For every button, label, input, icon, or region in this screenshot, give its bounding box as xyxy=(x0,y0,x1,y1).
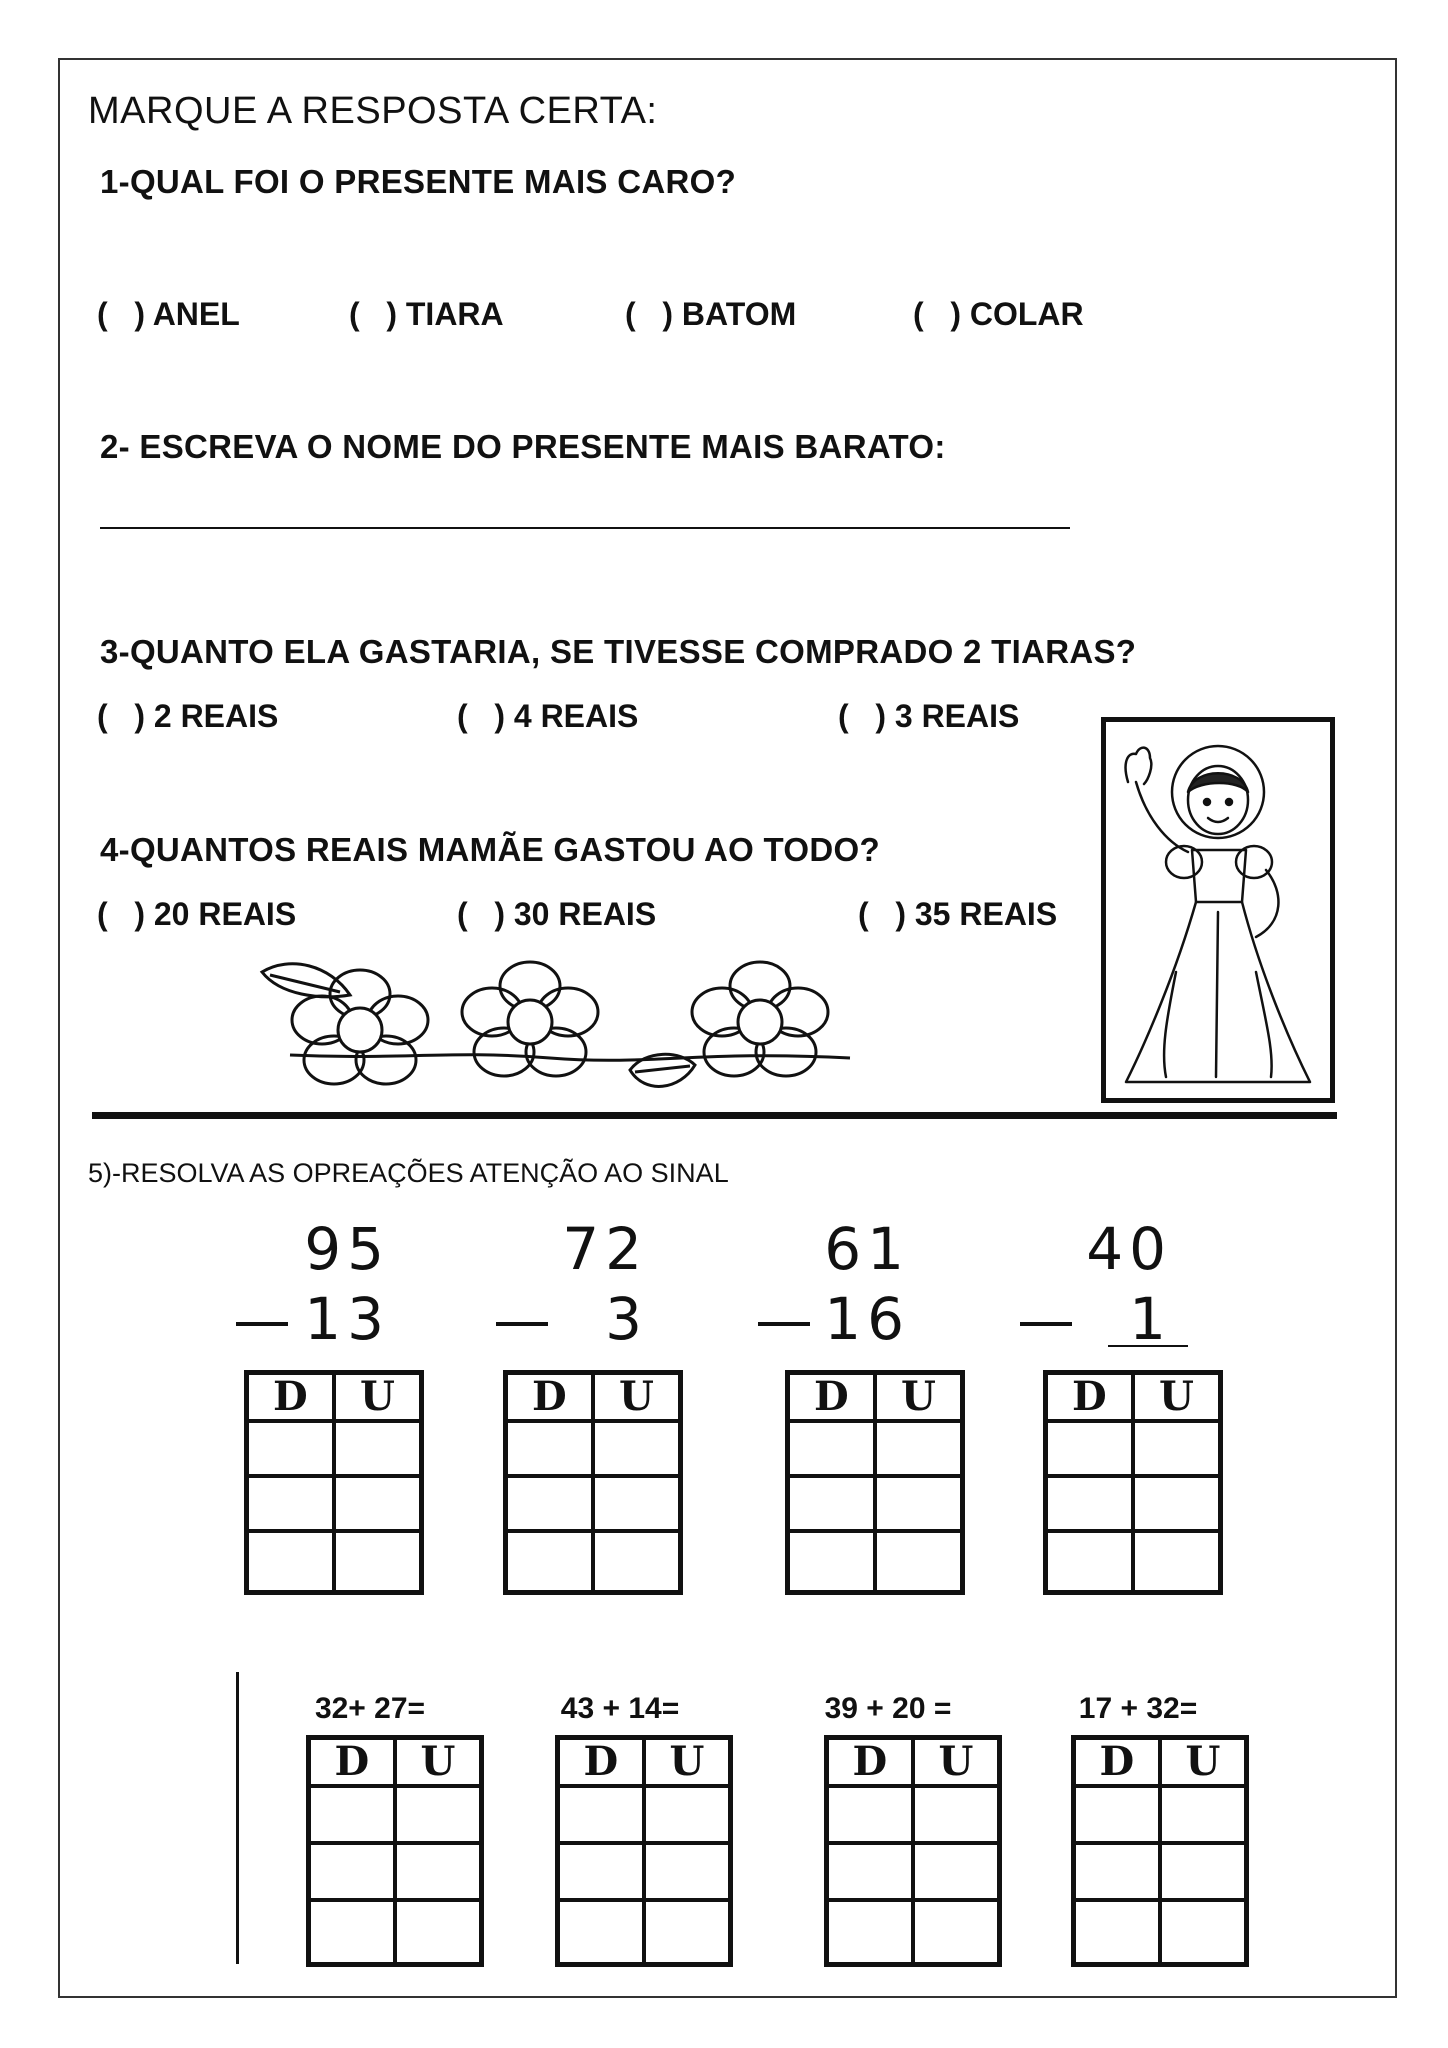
du-cell[interactable] xyxy=(875,1421,963,1476)
du-cell[interactable] xyxy=(395,1900,482,1964)
subtraction-3-top: 61 xyxy=(824,1215,910,1283)
du-cell[interactable] xyxy=(558,1843,644,1900)
du-header-d: D xyxy=(1074,1738,1160,1787)
q3-option-2-reais[interactable]: ( ) 2 REAIS xyxy=(97,698,279,734)
du-cell[interactable] xyxy=(334,1421,422,1476)
flowers-illustration xyxy=(250,950,890,1110)
q3-option-3-reais[interactable]: ( ) 3 REAIS xyxy=(838,698,1020,734)
subtraction-2-minus-sign xyxy=(496,1322,548,1326)
du-cell[interactable] xyxy=(1160,1900,1247,1964)
du-cell[interactable] xyxy=(1046,1531,1133,1593)
du-header-d: D xyxy=(309,1738,395,1787)
du-cell[interactable] xyxy=(309,1843,395,1900)
du-cell[interactable] xyxy=(247,1421,334,1476)
addition-2-label: 43 + 14= xyxy=(560,1692,680,1725)
du-cell[interactable] xyxy=(309,1900,395,1964)
subtraction-3-minus-sign xyxy=(758,1322,810,1326)
du-cell[interactable] xyxy=(1133,1476,1221,1531)
du-header-u: U xyxy=(875,1373,963,1422)
du-grid-addition-2 xyxy=(555,1735,733,1967)
du-cell[interactable] xyxy=(913,1900,1000,1964)
du-cell[interactable] xyxy=(309,1786,395,1843)
du-header-u: U xyxy=(1160,1738,1247,1787)
du-cell[interactable] xyxy=(1133,1421,1221,1476)
answer-line[interactable] xyxy=(100,527,1070,529)
du-header-d: D xyxy=(788,1373,875,1422)
du-cell[interactable] xyxy=(875,1476,963,1531)
du-cell[interactable] xyxy=(1160,1786,1247,1843)
du-cell[interactable] xyxy=(1133,1531,1221,1593)
du-cell[interactable] xyxy=(1074,1786,1160,1843)
du-cell[interactable] xyxy=(395,1843,482,1900)
du-cell[interactable] xyxy=(644,1786,731,1843)
du-grid-addition-3 xyxy=(824,1735,1002,1967)
question-2: 2- ESCREVA O NOME DO PRESENTE MAIS BARATO: xyxy=(100,428,946,465)
girl-illustration xyxy=(1106,722,1330,1098)
du-cell[interactable] xyxy=(506,1531,593,1593)
du-cell[interactable] xyxy=(593,1531,681,1593)
du-header-u: U xyxy=(913,1738,1000,1787)
du-cell[interactable] xyxy=(913,1786,1000,1843)
du-cell[interactable] xyxy=(875,1531,963,1593)
question-4: 4-QUANTOS REAIS MAMÃE GASTOU AO TODO? xyxy=(100,831,880,868)
question-1: 1-QUAL FOI O PRESENTE MAIS CARO? xyxy=(100,163,737,200)
du-header-d: D xyxy=(506,1373,593,1422)
du-header-d: D xyxy=(827,1738,913,1787)
du-cell[interactable] xyxy=(1046,1476,1133,1531)
du-header-u: U xyxy=(644,1738,731,1787)
subtraction-2-top: 72 xyxy=(562,1215,648,1283)
addition-section-bar xyxy=(236,1672,239,1964)
du-grid-subtraction-3 xyxy=(785,1370,965,1595)
du-header-u: U xyxy=(1133,1373,1221,1422)
subtraction-4-bottom: 1 xyxy=(1129,1285,1172,1353)
subtraction-4-minus-sign xyxy=(1020,1322,1072,1326)
du-cell[interactable] xyxy=(1074,1900,1160,1964)
du-cell[interactable] xyxy=(247,1531,334,1593)
du-cell[interactable] xyxy=(558,1786,644,1843)
du-cell[interactable] xyxy=(788,1476,875,1531)
subtraction-2-bottom: 3 xyxy=(605,1285,648,1353)
subtraction-3-bottom: 16 xyxy=(824,1285,910,1353)
du-cell[interactable] xyxy=(827,1900,913,1964)
du-cell[interactable] xyxy=(506,1421,593,1476)
q1-option-tiara[interactable]: ( ) TIARA xyxy=(349,296,504,332)
du-cell[interactable] xyxy=(334,1476,422,1531)
q3-option-4-reais[interactable]: ( ) 4 REAIS xyxy=(457,698,639,734)
du-cell[interactable] xyxy=(827,1843,913,1900)
du-cell[interactable] xyxy=(1046,1421,1133,1476)
subtraction-1-minus-sign xyxy=(236,1322,288,1326)
question-5-instruction: 5)-RESOLVA AS OPREAÇÕES ATENÇÃO AO SINAL xyxy=(88,1158,729,1188)
addition-3-label: 39 + 20 = xyxy=(824,1692,952,1725)
du-header-d: D xyxy=(247,1373,334,1422)
q1-option-anel[interactable]: ( ) ANEL xyxy=(97,296,240,332)
du-cell[interactable] xyxy=(1160,1843,1247,1900)
du-grid-subtraction-4 xyxy=(1043,1370,1223,1595)
q4-option-20-reais[interactable]: ( ) 20 REAIS xyxy=(97,896,297,932)
du-cell[interactable] xyxy=(788,1421,875,1476)
subtraction-1-top: 95 xyxy=(304,1215,390,1283)
q4-option-35-reais[interactable]: ( ) 35 REAIS xyxy=(858,896,1058,932)
du-cell[interactable] xyxy=(593,1421,681,1476)
du-cell[interactable] xyxy=(593,1476,681,1531)
du-cell[interactable] xyxy=(395,1786,482,1843)
du-cell[interactable] xyxy=(334,1531,422,1593)
q1-option-colar[interactable]: ( ) COLAR xyxy=(913,296,1084,332)
addition-1-label: 32+ 27= xyxy=(314,1692,426,1725)
q1-option-batom[interactable]: ( ) BATOM xyxy=(625,296,797,332)
q4-option-30-reais[interactable]: ( ) 30 REAIS xyxy=(457,896,657,932)
du-cell[interactable] xyxy=(788,1531,875,1593)
du-header-d: D xyxy=(558,1738,644,1787)
du-cell[interactable] xyxy=(913,1843,1000,1900)
subtraction-1-bottom: 13 xyxy=(304,1285,390,1353)
du-header-u: U xyxy=(334,1373,422,1422)
du-cell[interactable] xyxy=(506,1476,593,1531)
du-grid-addition-4 xyxy=(1071,1735,1249,1967)
subtraction-4-top: 40 xyxy=(1086,1215,1172,1283)
du-cell[interactable] xyxy=(644,1900,731,1964)
page-title: MARQUE A RESPOSTA CERTA: xyxy=(88,90,658,132)
du-cell[interactable] xyxy=(247,1476,334,1531)
du-header-d: D xyxy=(1046,1373,1133,1422)
question-3: 3-QUANTO ELA GASTARIA, SE TIVESSE COMPRADO 2 TIARAS? xyxy=(100,633,1137,670)
du-grid-subtraction-1 xyxy=(244,1370,424,1595)
addition-4-label: 17 + 32= xyxy=(1078,1692,1198,1725)
du-cell[interactable] xyxy=(1074,1843,1160,1900)
du-cell[interactable] xyxy=(558,1900,644,1964)
subtraction-4-underline xyxy=(1108,1345,1188,1347)
du-header-u: U xyxy=(593,1373,681,1422)
du-header-u: U xyxy=(395,1738,482,1787)
section-divider xyxy=(92,1112,1337,1119)
du-cell[interactable] xyxy=(644,1843,731,1900)
du-grid-subtraction-2 xyxy=(503,1370,683,1595)
du-grid-addition-1 xyxy=(306,1735,484,1967)
du-cell[interactable] xyxy=(827,1786,913,1843)
